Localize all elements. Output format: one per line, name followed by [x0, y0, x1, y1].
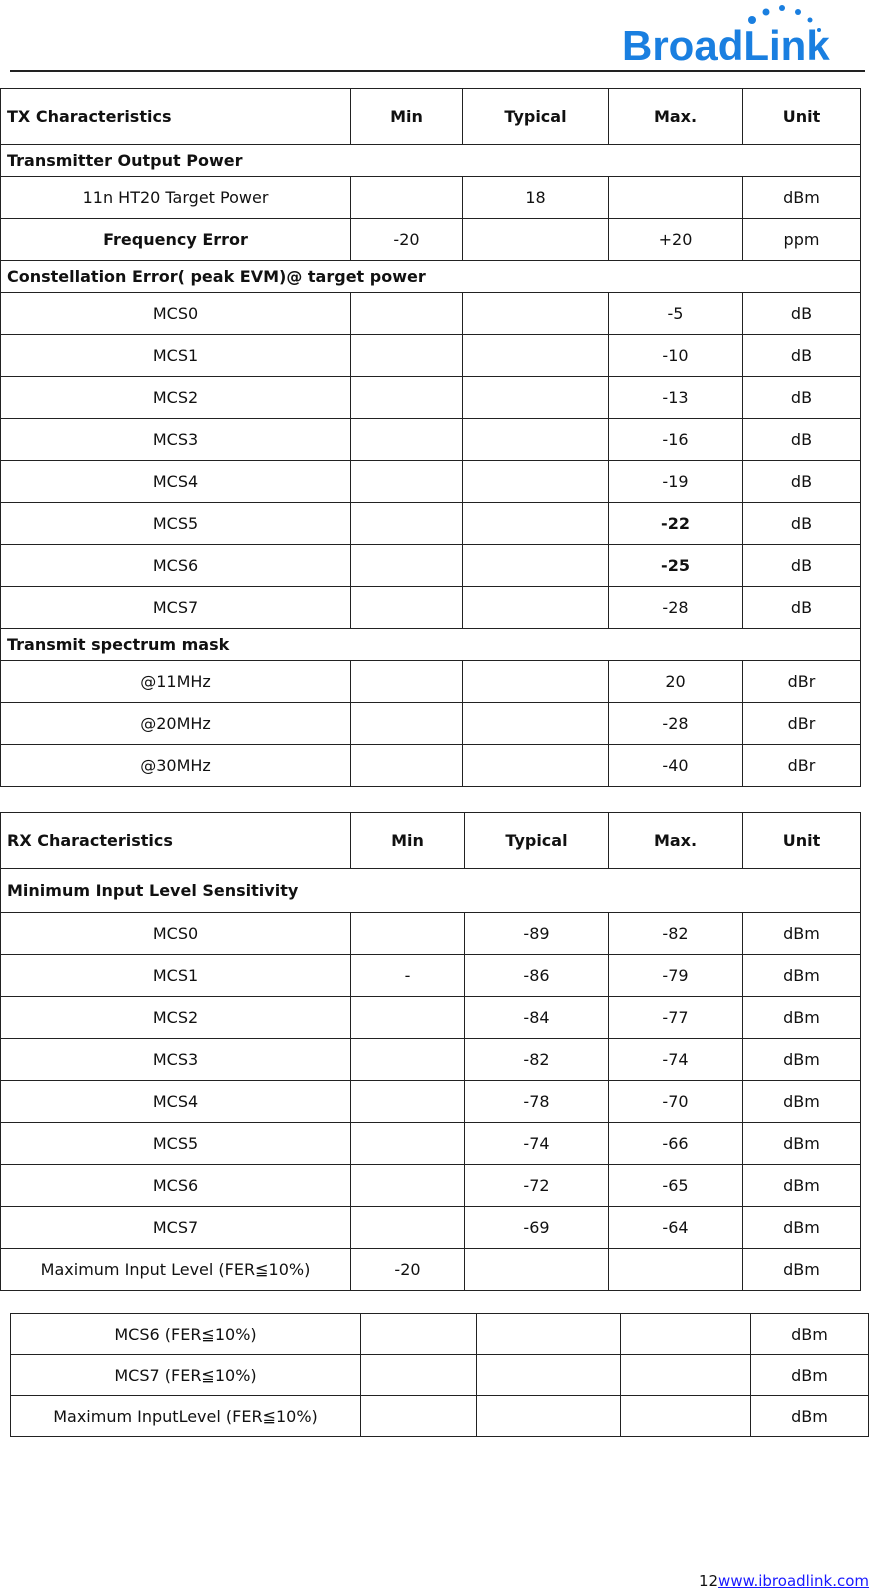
rx-characteristics-table [0, 812, 861, 1291]
section-title: Minimum Input Level Sensitivity [1, 869, 861, 913]
row-label: MCS3 [1, 1039, 351, 1081]
min-value: -20 [351, 1249, 465, 1291]
table-row [1, 1165, 861, 1207]
section-row [1, 869, 861, 913]
unit-value: dB [743, 545, 861, 587]
max-value [621, 1355, 751, 1396]
section-row [1, 629, 861, 661]
max-value: -40 [609, 745, 743, 787]
max-value: -79 [609, 955, 743, 997]
typical-value: -72 [465, 1165, 609, 1207]
unit-value: dBm [743, 1039, 861, 1081]
table-row [1, 293, 861, 335]
column-header: Max. [609, 813, 743, 869]
typical-value [463, 703, 609, 745]
column-header: Typical [463, 89, 609, 145]
table-row [1, 913, 861, 955]
min-value [351, 293, 463, 335]
website-link[interactable]: www.ibroadlink.com [718, 1572, 869, 1590]
row-label: MCS1 [1, 955, 351, 997]
max-value: 20 [609, 661, 743, 703]
row-label: MCS7 [1, 1207, 351, 1249]
typical-value: -89 [465, 913, 609, 955]
unit-value: dBm [751, 1314, 869, 1355]
row-label: MCS5 [1, 1123, 351, 1165]
max-value: -19 [609, 461, 743, 503]
row-label: MCS2 [1, 997, 351, 1039]
typical-value: -84 [465, 997, 609, 1039]
unit-value: dBm [743, 1165, 861, 1207]
min-value [351, 997, 465, 1039]
row-label: MCS6 [1, 1165, 351, 1207]
row-label: Maximum Input Level (FER≦10%) [1, 1249, 351, 1291]
unit-value: dB [743, 335, 861, 377]
typical-value: -74 [465, 1123, 609, 1165]
min-value: - [351, 955, 465, 997]
table-row [1, 997, 861, 1039]
table-row [1, 377, 861, 419]
max-value: -13 [609, 377, 743, 419]
row-label: MCS6 (FER≦10%) [11, 1314, 361, 1355]
max-value: -28 [609, 703, 743, 745]
row-label: MCS7 [1, 587, 351, 629]
row-label: 11n HT20 Target Power [1, 177, 351, 219]
unit-value: dBr [743, 661, 861, 703]
row-label: @30MHz [1, 745, 351, 787]
max-value [621, 1396, 751, 1437]
unit-value: dBr [743, 703, 861, 745]
page-footer [699, 1572, 869, 1590]
max-value: -74 [609, 1039, 743, 1081]
table-row [11, 1355, 869, 1396]
table-row [1, 1249, 861, 1291]
typical-value: -82 [465, 1039, 609, 1081]
table-row [1, 1039, 861, 1081]
min-value [351, 587, 463, 629]
max-value: -22 [609, 503, 743, 545]
unit-value: dBm [743, 1081, 861, 1123]
typical-value [477, 1314, 621, 1355]
unit-value: dBm [743, 1249, 861, 1291]
typical-value [463, 745, 609, 787]
typical-value: -86 [465, 955, 609, 997]
max-input-level-table [10, 1313, 869, 1437]
row-label: Maximum InputLevel (FER≦10%) [11, 1396, 361, 1437]
column-header: Min [351, 813, 465, 869]
typical-value [463, 661, 609, 703]
table-row [1, 587, 861, 629]
row-label: MCS4 [1, 1081, 351, 1123]
unit-value: dBm [743, 997, 861, 1039]
typical-value: -78 [465, 1081, 609, 1123]
row-label: @20MHz [1, 703, 351, 745]
max-value: +20 [609, 219, 743, 261]
min-value [351, 745, 463, 787]
max-value: -5 [609, 293, 743, 335]
table-row [1, 1123, 861, 1165]
max-value [621, 1314, 751, 1355]
header-divider [10, 70, 865, 72]
min-value [351, 177, 463, 219]
row-label: MCS3 [1, 419, 351, 461]
typical-value [477, 1396, 621, 1437]
unit-value: dBm [751, 1355, 869, 1396]
min-value [351, 1039, 465, 1081]
min-value [351, 913, 465, 955]
min-value [351, 661, 463, 703]
row-label: MCS4 [1, 461, 351, 503]
unit-value: dBm [743, 913, 861, 955]
row-label: MCS7 (FER≦10%) [11, 1355, 361, 1396]
max-value: -16 [609, 419, 743, 461]
table-row [1, 1207, 861, 1249]
unit-value: dBm [751, 1396, 869, 1437]
typical-value [463, 377, 609, 419]
table-row [1, 703, 861, 745]
table-row [1, 419, 861, 461]
min-value [351, 1123, 465, 1165]
row-label: Frequency Error [1, 219, 351, 261]
min-value [351, 703, 463, 745]
table-row [1, 955, 861, 997]
max-value: -10 [609, 335, 743, 377]
max-value: -64 [609, 1207, 743, 1249]
section-title: Transmitter Output Power [1, 145, 861, 177]
table-row [1, 461, 861, 503]
unit-value: dB [743, 503, 861, 545]
section-row [1, 261, 861, 293]
column-header: Max. [609, 89, 743, 145]
column-header: RX Characteristics [1, 813, 351, 869]
unit-value: dBm [743, 1207, 861, 1249]
column-header: Min [351, 89, 463, 145]
header-row [1, 89, 861, 145]
min-value [351, 377, 463, 419]
row-label: MCS0 [1, 913, 351, 955]
table-row [1, 1081, 861, 1123]
unit-value: dBm [743, 1123, 861, 1165]
table-row [1, 219, 861, 261]
row-label: MCS1 [1, 335, 351, 377]
min-value [351, 1165, 465, 1207]
page-number: 12 [698, 1572, 719, 1590]
table-row [1, 177, 861, 219]
section-title: Transmit spectrum mask [1, 629, 861, 661]
typical-value [463, 335, 609, 377]
unit-value: dB [743, 461, 861, 503]
header-row [1, 813, 861, 869]
typical-value [463, 419, 609, 461]
min-value [351, 545, 463, 587]
min-value [361, 1396, 477, 1437]
max-value: -66 [609, 1123, 743, 1165]
row-label: MCS5 [1, 503, 351, 545]
max-value: -70 [609, 1081, 743, 1123]
unit-value: dB [743, 587, 861, 629]
unit-value: ppm [743, 219, 861, 261]
max-value: -77 [609, 997, 743, 1039]
max-value: -28 [609, 587, 743, 629]
unit-value: dBm [743, 177, 861, 219]
unit-value: dB [743, 293, 861, 335]
min-value [351, 1081, 465, 1123]
table-row [1, 545, 861, 587]
column-header: Unit [743, 813, 861, 869]
max-value: -82 [609, 913, 743, 955]
table-row [1, 335, 861, 377]
min-value [351, 419, 463, 461]
unit-value: dBm [743, 955, 861, 997]
min-value [361, 1355, 477, 1396]
unit-value: dB [743, 419, 861, 461]
min-value [361, 1314, 477, 1355]
typical-value [463, 587, 609, 629]
typical-value [463, 545, 609, 587]
section-row [1, 145, 861, 177]
column-header: TX Characteristics [1, 89, 351, 145]
typical-value [463, 293, 609, 335]
table-row [1, 503, 861, 545]
broadlink-logo [622, 4, 874, 66]
logo-text: BroadLink [622, 22, 830, 66]
typical-value [463, 461, 609, 503]
section-title: Constellation Error( peak EVM)@ target power [1, 261, 861, 293]
max-value: -65 [609, 1165, 743, 1207]
row-label: MCS0 [1, 293, 351, 335]
min-value [351, 503, 463, 545]
min-value [351, 1207, 465, 1249]
min-value [351, 335, 463, 377]
typical-value [463, 503, 609, 545]
table-row [11, 1396, 869, 1437]
max-value [609, 1249, 743, 1291]
row-label: MCS6 [1, 545, 351, 587]
max-value: -25 [609, 545, 743, 587]
row-label: MCS2 [1, 377, 351, 419]
table-row [11, 1314, 869, 1355]
min-value [351, 461, 463, 503]
table-row [1, 745, 861, 787]
table-row [1, 661, 861, 703]
column-header: Typical [465, 813, 609, 869]
typical-value [463, 219, 609, 261]
column-header: Unit [743, 89, 861, 145]
unit-value: dBr [743, 745, 861, 787]
typical-value [465, 1249, 609, 1291]
row-label: @11MHz [1, 661, 351, 703]
tx-characteristics-table [0, 88, 861, 787]
unit-value: dB [743, 377, 861, 419]
typical-value: -69 [465, 1207, 609, 1249]
typical-value: 18 [463, 177, 609, 219]
min-value: -20 [351, 219, 463, 261]
typical-value [477, 1355, 621, 1396]
max-value [609, 177, 743, 219]
